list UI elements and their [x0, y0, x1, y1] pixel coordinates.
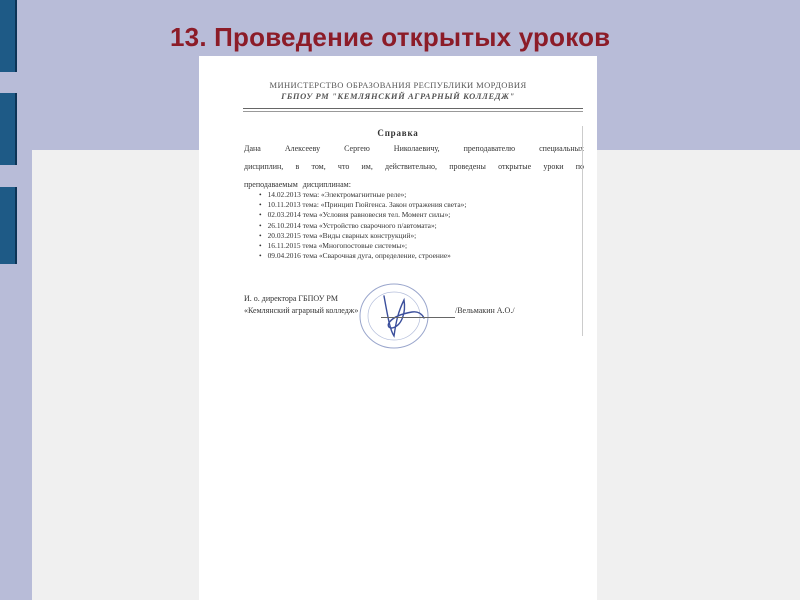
scanned-document — [199, 56, 597, 600]
scan-edge — [582, 126, 583, 336]
signature-role: И. о. директора ГБПОУ РМ — [244, 294, 338, 303]
document-ministry-header: МИНИСТЕРСТВО ОБРАЗОВАНИЯ РЕСПУБЛИКИ МОРДОВИЯ — [269, 80, 527, 90]
header-divider — [243, 108, 583, 109]
lesson-item: • 26.10.2014 тема «Устройство сварочного п/автомата»; — [259, 221, 579, 231]
document-title: Справка — [377, 128, 419, 138]
lesson-item: • 02.03.2014 тема «Условия равновесия тел. Момент силы»; — [259, 210, 579, 220]
left-accent-bar — [0, 93, 17, 165]
lesson-item: • 09.04.2016 тема «Сварочная дуга, определение, строение» — [259, 251, 579, 261]
document-paragraph-line: Дана Алексееву Сергею Николаевичу, преподавателю специальных — [244, 144, 584, 153]
document-paragraph-line: преподаваемым дисциплинам: — [244, 180, 351, 189]
document-college-header: ГБПОУ РМ "КЕМЛЯНСКИЙ АГРАРНЫЙ КОЛЛЕДЖ" — [281, 91, 515, 101]
left-accent-bar — [0, 187, 17, 264]
signature-name: /Вельмакин А.О./ — [455, 306, 515, 315]
lesson-item: • 16.11.2015 тема «Многопостовые системы»; — [259, 241, 579, 251]
header-divider — [243, 111, 583, 112]
lesson-list — [259, 190, 579, 261]
lesson-item: • 14.02.2013 тема: «Электромагнитные реле»; — [259, 190, 579, 200]
signature-organization: «Кемлянский аграрный колледж» — [244, 306, 359, 315]
signature-line — [381, 317, 455, 318]
stamp-and-signature — [354, 278, 444, 350]
lesson-item: • 20.03.2015 тема «Виды сварных конструкций»; — [259, 231, 579, 241]
left-accent-bar — [0, 0, 17, 72]
slide-title: 13. Проведение открытых уроков — [170, 22, 611, 52]
lesson-item: • 10.11.2013 тема: «Принцип Гюйгенса. Закон отражения света»; — [259, 200, 579, 210]
document-paragraph-line: дисциплин, в том, что им, действительно, проведены открытые уроки по — [244, 162, 584, 171]
